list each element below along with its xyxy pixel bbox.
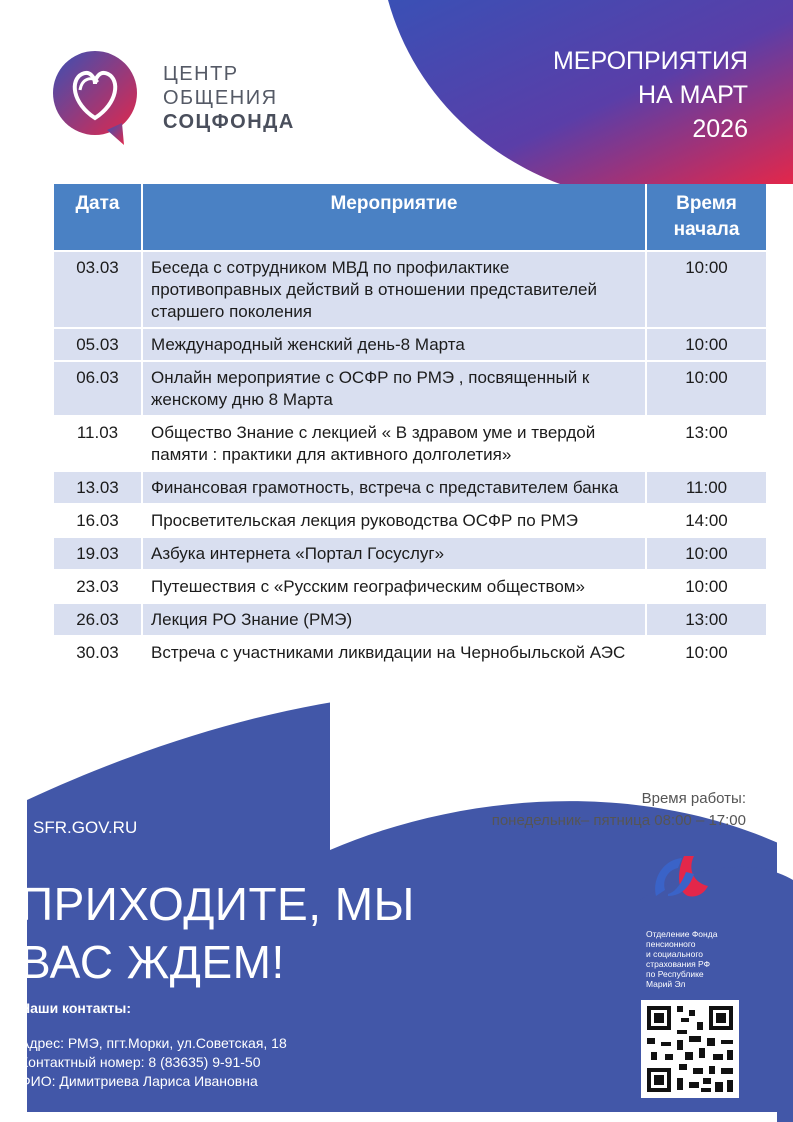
event-cell: Просветительская лекция руководства ОСФР по РМЭ [142,504,646,537]
qr-code-icon[interactable] [641,1000,739,1098]
slogan [20,875,415,991]
contact-address: Адрес: РМЭ, пгт.Морки, ул.Советская, 18 [20,1035,287,1051]
website-link[interactable]: SFR.GOV.RU [33,818,138,837]
contacts-heading: Наши контакты: [20,1000,132,1016]
date-cell: 23.03 [54,570,142,603]
sfr-logo-icon [648,852,716,900]
event-cell: Азбука интернета «Портал Госуслуг» [142,537,646,570]
org-name [646,929,746,989]
date-cell: 06.03 [54,361,142,416]
org-line-2: пенсионного [646,939,696,949]
table-row [54,504,766,537]
contact-phone: Контактный номер: 8 (83635) 9-91-50 [20,1054,261,1070]
org-line-6: Марий Эл [646,979,686,989]
event-cell: Встреча с участниками ликвидации на Чернобыльской АЭС [142,636,646,668]
date-cell: 03.03 [54,251,142,328]
date-cell: 05.03 [54,328,142,361]
time-cell: 10:00 [646,328,766,361]
table-row [54,471,766,504]
time-cell: 10:00 [646,636,766,668]
logo-line-2: ОБЩЕНИЯ [163,87,278,109]
time-cell: 10:00 [646,570,766,603]
date-cell: 30.03 [54,636,142,668]
table-row [54,636,766,668]
event-cell: Международный женский день-8 Марта [142,328,646,361]
org-line-3: и социального [646,949,703,959]
table-row [54,251,766,328]
column-header-event: Мероприятие [142,184,646,251]
org-line-5: по Республике [646,969,704,979]
heart-chat-logo-icon [52,48,138,148]
event-cell: Общество Знание с лекцией « В здравом уме и твердой памяти : практики для активного долголетия» [142,416,646,471]
event-cell: Финансовая грамотность, встреча с представителем банка [142,471,646,504]
time-cell: 13:00 [646,603,766,636]
event-cell: Онлайн мероприятие с ОСФР по РМЭ , посвященный к женскому дню 8 Марта [142,361,646,416]
date-cell: 19.03 [54,537,142,570]
contacts-block [20,1034,287,1091]
column-header-time [646,184,766,251]
time-cell: 14:00 [646,504,766,537]
table-row [54,570,766,603]
slogan-line-1: ПРИХОДИТЕ, МЫ [20,878,415,930]
time-cell: 10:00 [646,251,766,328]
table-row [54,361,766,416]
table-row [54,328,766,361]
logo-text [163,62,295,134]
date-cell: 11.03 [54,416,142,471]
date-cell: 26.03 [54,603,142,636]
time-cell: 10:00 [646,361,766,416]
title-line-2: НА МАРТ [638,81,748,109]
time-cell: 11:00 [646,471,766,504]
working-hours-value: понедельник– пятница 08:00 – 17:00 [491,812,746,829]
contact-person: ФИО: Димитриева Лариса Ивановна [20,1073,258,1089]
logo-line-1: ЦЕНТР [163,63,239,85]
org-line-1: Отделение Фонда [646,929,718,939]
date-cell: 13.03 [54,471,142,504]
page-title [428,44,748,146]
table-row [54,537,766,570]
event-cell: Беседа с сотрудником МВД по профилактике противоправных действий в отношении представителей старшего поколения [142,251,646,328]
time-cell: 10:00 [646,537,766,570]
title-line-1: МЕРОПРИЯТИЯ [552,47,748,75]
slogan-line-2: ВАС ЖДЕМ! [20,936,285,988]
column-header-time-line-1: Время [676,193,737,214]
column-header-time-line-2: начала [673,219,740,240]
events-table [54,184,766,668]
date-cell: 16.03 [54,504,142,537]
table-row [54,603,766,636]
org-line-4: страхования РФ [646,959,711,969]
title-line-3: 2026 [692,115,748,143]
column-header-date: Дата [54,184,142,251]
working-hours [492,788,746,832]
working-hours-label: Время работы: [641,790,746,807]
table-header-row [54,184,766,251]
time-cell: 13:00 [646,416,766,471]
table-row [54,416,766,471]
logo-line-3: СОЦФОНДА [163,111,295,133]
event-cell: Лекция РО Знание (РМЭ) [142,603,646,636]
event-cell: Путешествия с «Русским географическим обществом» [142,570,646,603]
